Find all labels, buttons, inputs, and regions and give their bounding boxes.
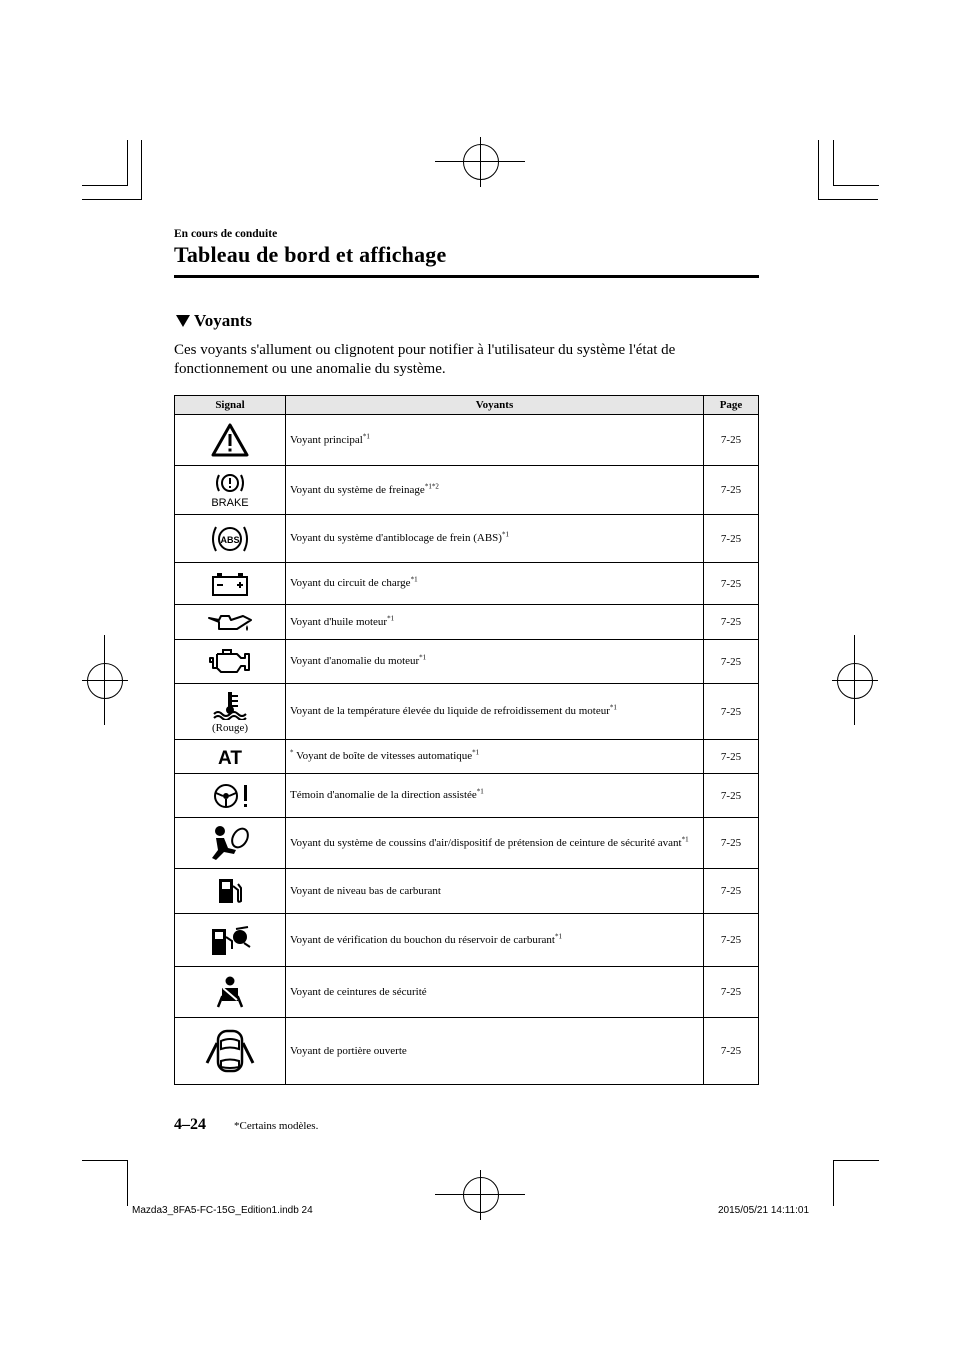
- table-row: [175, 684, 759, 740]
- row-label: Voyant d'anomalie du moteur: [290, 655, 420, 667]
- row-page: 7-25: [704, 684, 759, 740]
- row-label: Voyant du système de freinage: [290, 483, 425, 496]
- section-label: En cours de conduite: [174, 228, 278, 240]
- row-note: *1*2: [424, 481, 439, 490]
- print-file-label: Mazda3_8FA5-FC-15G_Edition1.indb 24: [132, 1205, 313, 1216]
- row-note: *1: [476, 787, 484, 796]
- row-prefix: *: [290, 748, 294, 757]
- row-note: *1: [472, 748, 480, 757]
- row-label: Voyant de boîte de vitesses automatique: [296, 750, 473, 762]
- section-heading: [176, 311, 252, 331]
- row-note: *1: [387, 613, 395, 622]
- intro-paragraph: Ces voyants s'allument ou clignotent pour notifier à l'utilisateur du système l'état de fonctionnement ou une anomalie du système.: [174, 342, 676, 377]
- row-page: 7-25: [704, 967, 759, 1018]
- page-number: 4–24: [174, 1116, 206, 1133]
- abs-warning-icon: [209, 522, 251, 556]
- fuel-cap-icon: [208, 923, 252, 957]
- table-row: [175, 869, 759, 914]
- table-row: [175, 640, 759, 684]
- row-page: 7-25: [704, 415, 759, 466]
- row-note: *1: [554, 931, 562, 940]
- row-page: 7-25: [704, 818, 759, 869]
- header-signal: Signal: [175, 396, 286, 415]
- row-label: Voyant du circuit de charge: [290, 577, 411, 589]
- airbag-icon: [208, 824, 252, 862]
- brake-warning-icon: [210, 471, 250, 509]
- row-page: 7-25: [704, 515, 759, 563]
- print-date-label: 2015/05/21 14:11:01: [718, 1205, 810, 1216]
- coolant-temp-icon: [210, 690, 250, 720]
- fuel-pump-icon: [215, 876, 245, 906]
- warning-lights-table: [174, 395, 759, 1085]
- icon-sublabel: (Rouge): [211, 721, 249, 734]
- svg-text:BRAKE: BRAKE: [211, 497, 249, 509]
- row-label: Voyant du système d'antiblocage de frein (ABS): [290, 532, 502, 544]
- row-label: Voyant de niveau bas de carburant: [290, 884, 441, 897]
- row-page: 7-25: [704, 869, 759, 914]
- svg-text:AT: AT: [218, 747, 242, 768]
- table-header-row: [175, 396, 759, 415]
- battery-icon: [210, 571, 250, 597]
- svg-text:ABS: ABS: [220, 534, 240, 545]
- row-note: *1: [362, 431, 370, 440]
- title-rule: [174, 275, 759, 278]
- table-row: [175, 774, 759, 818]
- table-row: [175, 515, 759, 563]
- door-open-icon: [203, 1027, 257, 1075]
- row-note: *1: [609, 703, 617, 712]
- section-heading-text: Voyants: [194, 311, 252, 330]
- table-row: [175, 914, 759, 967]
- row-page: 7-25: [704, 605, 759, 640]
- row-page: 7-25: [704, 914, 759, 967]
- table-row: [175, 1018, 759, 1085]
- row-label: Voyant du système de coussins d'air/dispositif de prétension de ceinture de sécurité avant: [290, 836, 682, 849]
- at-icon: [214, 746, 246, 768]
- row-page: 7-25: [704, 466, 759, 515]
- oil-can-icon: [207, 611, 253, 633]
- table-row: [175, 740, 759, 774]
- table-row: [175, 967, 759, 1018]
- power-steering-icon: [208, 781, 252, 811]
- table-row: [175, 605, 759, 640]
- row-label: Voyant de portière ouverte: [290, 1044, 407, 1057]
- header-voyants: Voyants: [286, 396, 704, 415]
- row-note: *1: [410, 575, 418, 584]
- row-note: *1: [501, 530, 509, 539]
- row-label: Voyant d'huile moteur: [290, 615, 388, 628]
- row-page: 7-25: [704, 640, 759, 684]
- row-page: 7-25: [704, 740, 759, 774]
- table-row: [175, 563, 759, 605]
- row-note: *1: [681, 834, 689, 843]
- row-label: Voyant de la température élevée du liquide de refroidissement du moteur: [290, 705, 610, 717]
- row-label: Voyant de ceintures de sécurité: [290, 985, 427, 998]
- header-page: Page: [704, 396, 759, 415]
- triangle-bullet-icon: [176, 315, 190, 327]
- check-engine-icon: [207, 648, 253, 676]
- row-page: 7-25: [704, 774, 759, 818]
- table-row: [175, 818, 759, 869]
- footnote: *Certains modèles.: [234, 1120, 319, 1132]
- table-row: [175, 415, 759, 466]
- master-warning-icon: [210, 422, 250, 458]
- row-label: Témoin d'anomalie de la direction assistée: [290, 789, 477, 801]
- row-label: Voyant de vérification du bouchon du réservoir de carburant: [290, 933, 555, 946]
- row-note: *1: [419, 653, 427, 662]
- row-page: 7-25: [704, 563, 759, 605]
- row-page: 7-25: [704, 1018, 759, 1085]
- table-row: [175, 466, 759, 515]
- seat-belt-icon: [213, 975, 247, 1009]
- page-title: Tableau de bord et affichage: [174, 242, 447, 267]
- row-label: Voyant principal: [290, 433, 363, 446]
